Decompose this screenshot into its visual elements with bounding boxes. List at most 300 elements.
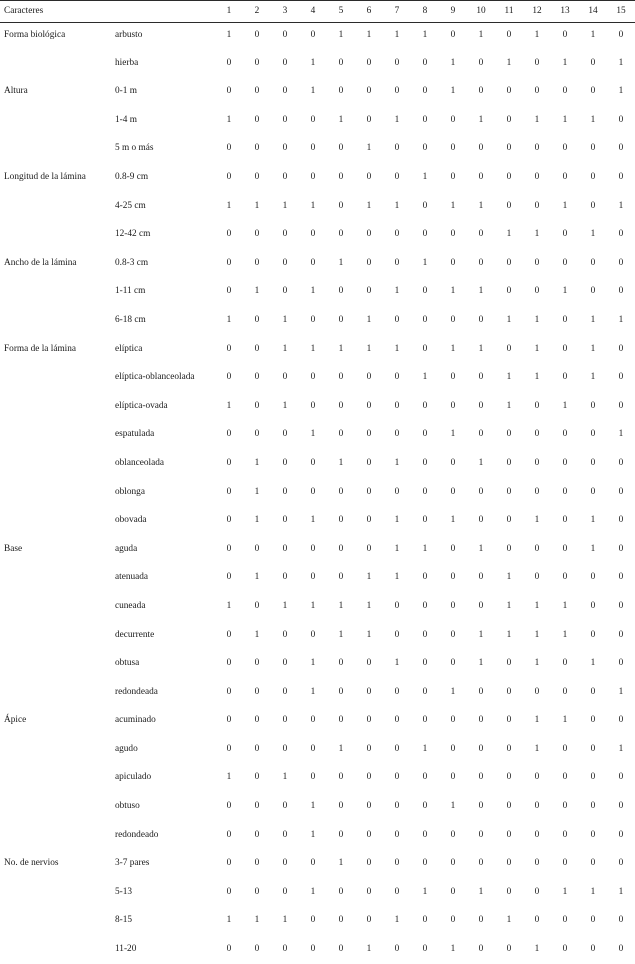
matrix-cell: 0 (467, 306, 495, 335)
matrix-cell: 0 (411, 478, 439, 507)
matrix-cell: 0 (607, 163, 635, 192)
matrix-cell: 0 (383, 135, 411, 164)
character-group-label (0, 421, 115, 450)
character-state-label: aguda (115, 535, 215, 564)
matrix-cell: 1 (383, 106, 411, 135)
matrix-cell: 1 (579, 23, 607, 50)
matrix-cell: 1 (355, 23, 383, 50)
matrix-cell: 1 (383, 335, 411, 364)
matrix-cell: 0 (215, 535, 243, 564)
matrix-cell: 0 (215, 421, 243, 450)
matrix-cell: 0 (439, 221, 467, 250)
table-row (0, 792, 635, 821)
matrix-cell: 1 (271, 306, 299, 335)
header-col-5: 5 (327, 1, 355, 23)
matrix-cell: 0 (355, 421, 383, 450)
matrix-cell: 0 (467, 707, 495, 736)
character-group-label (0, 478, 115, 507)
table-row (0, 23, 635, 50)
table-row (0, 907, 635, 936)
matrix-cell: 0 (215, 449, 243, 478)
matrix-cell: 1 (579, 535, 607, 564)
matrix-cell: 0 (383, 878, 411, 907)
matrix-cell: 0 (411, 49, 439, 78)
matrix-cell: 0 (607, 821, 635, 850)
character-state-label: elíptica-ovada (115, 392, 215, 421)
table-row (0, 649, 635, 678)
matrix-cell: 0 (439, 478, 467, 507)
matrix-cell: 0 (551, 478, 579, 507)
matrix-cell: 0 (243, 592, 271, 621)
matrix-cell: 1 (551, 621, 579, 650)
header-col-2: 2 (243, 1, 271, 23)
table-row (0, 335, 635, 364)
matrix-cell: 0 (271, 649, 299, 678)
character-state-label: 4-25 cm (115, 192, 215, 221)
matrix-cell: 0 (271, 535, 299, 564)
matrix-cell: 1 (467, 621, 495, 650)
matrix-cell: 0 (607, 392, 635, 421)
matrix-cell: 1 (495, 592, 523, 621)
table-row (0, 592, 635, 621)
matrix-cell: 0 (299, 364, 327, 393)
matrix-cell: 1 (551, 106, 579, 135)
matrix-cell: 1 (523, 507, 551, 536)
matrix-cell: 0 (243, 49, 271, 78)
matrix-cell: 0 (523, 249, 551, 278)
matrix-cell: 0 (271, 564, 299, 593)
matrix-cell: 0 (215, 621, 243, 650)
matrix-cell: 0 (411, 335, 439, 364)
matrix-cell: 1 (383, 23, 411, 50)
matrix-cell: 0 (383, 592, 411, 621)
matrix-cell: 0 (495, 135, 523, 164)
matrix-cell: 0 (411, 935, 439, 964)
matrix-cell: 0 (607, 23, 635, 50)
table-row (0, 449, 635, 478)
matrix-cell: 0 (607, 707, 635, 736)
matrix-cell: 1 (579, 335, 607, 364)
matrix-cell: 0 (439, 764, 467, 793)
matrix-cell: 1 (495, 49, 523, 78)
matrix-cell: 0 (327, 792, 355, 821)
matrix-cell: 1 (271, 907, 299, 936)
character-group-label: Forma biológica (0, 23, 115, 50)
matrix-cell: 0 (215, 507, 243, 536)
table-row (0, 392, 635, 421)
matrix-cell: 0 (383, 49, 411, 78)
matrix-cell: 1 (439, 278, 467, 307)
matrix-cell: 0 (579, 49, 607, 78)
matrix-cell: 0 (411, 421, 439, 450)
matrix-cell: 0 (607, 507, 635, 536)
character-group-label: Ancho de la lámina (0, 249, 115, 278)
matrix-cell: 0 (271, 221, 299, 250)
matrix-cell: 0 (523, 421, 551, 450)
matrix-cell: 0 (523, 163, 551, 192)
character-group-label (0, 678, 115, 707)
matrix-cell: 0 (327, 192, 355, 221)
matrix-cell: 0 (523, 135, 551, 164)
matrix-cell: 0 (243, 707, 271, 736)
matrix-cell: 0 (579, 78, 607, 107)
header-col-12: 12 (523, 1, 551, 23)
matrix-cell: 0 (495, 707, 523, 736)
character-state-label: acuminado (115, 707, 215, 736)
matrix-cell: 0 (579, 249, 607, 278)
matrix-cell: 0 (327, 163, 355, 192)
character-state-label: 6-18 cm (115, 306, 215, 335)
matrix-cell: 1 (383, 564, 411, 593)
character-group-label: Forma de la lámina (0, 335, 115, 364)
matrix-cell: 0 (327, 564, 355, 593)
matrix-cell: 1 (299, 192, 327, 221)
table-row (0, 535, 635, 564)
matrix-cell: 0 (355, 478, 383, 507)
matrix-cell: 0 (523, 678, 551, 707)
table-row (0, 850, 635, 879)
matrix-cell: 1 (299, 78, 327, 107)
table-row (0, 306, 635, 335)
matrix-cell: 0 (271, 249, 299, 278)
matrix-cell: 0 (215, 478, 243, 507)
matrix-cell: 0 (215, 935, 243, 964)
matrix-cell: 1 (327, 735, 355, 764)
matrix-cell: 0 (495, 764, 523, 793)
matrix-cell: 0 (355, 364, 383, 393)
character-state-label: elíptica-oblanceolada (115, 364, 215, 393)
matrix-cell: 1 (327, 621, 355, 650)
matrix-cell: 0 (495, 535, 523, 564)
character-state-label: 11-20 (115, 935, 215, 964)
header-caracteres: Caracteres (0, 1, 115, 23)
matrix-cell: 0 (299, 249, 327, 278)
matrix-cell: 1 (607, 192, 635, 221)
matrix-cell: 0 (523, 49, 551, 78)
table-header (0, 1, 635, 23)
header-col-1: 1 (215, 1, 243, 23)
matrix-cell: 0 (355, 792, 383, 821)
character-group-label (0, 878, 115, 907)
matrix-cell: 1 (551, 49, 579, 78)
character-group-label (0, 649, 115, 678)
matrix-cell: 0 (355, 78, 383, 107)
matrix-cell: 1 (523, 935, 551, 964)
character-state-label: redondeada (115, 678, 215, 707)
matrix-cell: 0 (299, 135, 327, 164)
table-row (0, 192, 635, 221)
matrix-cell: 0 (607, 764, 635, 793)
matrix-cell: 0 (299, 106, 327, 135)
matrix-cell: 0 (355, 535, 383, 564)
character-group-label (0, 392, 115, 421)
matrix-cell: 1 (215, 23, 243, 50)
matrix-cell: 0 (243, 335, 271, 364)
matrix-cell: 0 (551, 249, 579, 278)
matrix-cell: 0 (439, 135, 467, 164)
matrix-cell: 0 (551, 78, 579, 107)
matrix-cell: 0 (327, 535, 355, 564)
matrix-cell: 0 (215, 78, 243, 107)
matrix-cell: 1 (551, 707, 579, 736)
matrix-cell: 1 (607, 678, 635, 707)
matrix-cell: 1 (327, 449, 355, 478)
matrix-cell: 0 (579, 792, 607, 821)
matrix-cell: 0 (607, 850, 635, 879)
matrix-cell: 1 (243, 192, 271, 221)
matrix-cell: 0 (579, 707, 607, 736)
matrix-cell: 0 (271, 449, 299, 478)
matrix-cell: 0 (439, 392, 467, 421)
matrix-cell: 0 (243, 678, 271, 707)
matrix-cell: 0 (215, 163, 243, 192)
matrix-cell: 0 (271, 478, 299, 507)
matrix-cell: 1 (495, 564, 523, 593)
matrix-cell: 0 (439, 821, 467, 850)
matrix-cell: 0 (579, 135, 607, 164)
matrix-cell: 0 (523, 564, 551, 593)
character-state-label: agudo (115, 735, 215, 764)
matrix-cell: 0 (551, 735, 579, 764)
matrix-cell: 1 (523, 735, 551, 764)
matrix-cell: 1 (215, 106, 243, 135)
matrix-cell: 0 (579, 850, 607, 879)
character-group-label (0, 449, 115, 478)
matrix-cell: 1 (355, 192, 383, 221)
matrix-cell: 0 (383, 221, 411, 250)
matrix-cell: 0 (467, 792, 495, 821)
matrix-cell: 0 (579, 478, 607, 507)
matrix-cell: 1 (607, 49, 635, 78)
matrix-cell: 1 (523, 106, 551, 135)
matrix-cell: 0 (271, 935, 299, 964)
matrix-cell: 0 (355, 878, 383, 907)
matrix-cell: 0 (355, 221, 383, 250)
matrix-cell: 0 (271, 135, 299, 164)
matrix-cell: 1 (523, 649, 551, 678)
matrix-cell: 0 (495, 335, 523, 364)
matrix-cell: 0 (355, 163, 383, 192)
matrix-cell: 0 (579, 907, 607, 936)
matrix-cell: 0 (271, 421, 299, 450)
matrix-cell: 0 (299, 564, 327, 593)
matrix-cell: 1 (551, 192, 579, 221)
matrix-cell: 1 (467, 106, 495, 135)
matrix-cell: 0 (215, 221, 243, 250)
character-state-label: hierba (115, 49, 215, 78)
character-group-label (0, 221, 115, 250)
matrix-cell: 1 (215, 764, 243, 793)
matrix-cell: 0 (243, 792, 271, 821)
matrix-cell: 0 (327, 49, 355, 78)
header-col-13: 13 (551, 1, 579, 23)
character-state-label: cuneada (115, 592, 215, 621)
matrix-cell: 1 (215, 392, 243, 421)
matrix-cell: 0 (327, 764, 355, 793)
matrix-cell: 0 (215, 49, 243, 78)
matrix-cell: 0 (495, 78, 523, 107)
matrix-cell: 0 (551, 135, 579, 164)
character-group-label: Altura (0, 78, 115, 107)
matrix-cell: 1 (355, 306, 383, 335)
matrix-cell: 0 (243, 135, 271, 164)
matrix-cell: 0 (551, 335, 579, 364)
character-state-label: atenuada (115, 564, 215, 593)
table-header-row (0, 1, 635, 23)
matrix-cell: 0 (551, 850, 579, 879)
matrix-cell: 0 (467, 507, 495, 536)
header-col-7: 7 (383, 1, 411, 23)
matrix-cell: 0 (271, 23, 299, 50)
character-state-label: 3-7 pares (115, 850, 215, 879)
matrix-cell: 1 (215, 907, 243, 936)
matrix-cell: 1 (383, 192, 411, 221)
character-group-label (0, 192, 115, 221)
table-row (0, 364, 635, 393)
matrix-cell: 0 (355, 392, 383, 421)
matrix-cell: 1 (495, 221, 523, 250)
character-state-label: 0.8-3 cm (115, 249, 215, 278)
matrix-cell: 0 (607, 649, 635, 678)
matrix-cell: 0 (467, 564, 495, 593)
matrix-cell: 1 (579, 221, 607, 250)
matrix-cell: 0 (271, 707, 299, 736)
matrix-cell: 0 (243, 306, 271, 335)
matrix-cell: 1 (607, 421, 635, 450)
matrix-cell: 0 (299, 163, 327, 192)
matrix-cell: 0 (243, 935, 271, 964)
matrix-cell: 0 (579, 935, 607, 964)
matrix-cell: 0 (327, 421, 355, 450)
matrix-cell: 0 (355, 821, 383, 850)
matrix-cell: 0 (551, 907, 579, 936)
matrix-cell: 0 (439, 535, 467, 564)
matrix-cell: 0 (299, 621, 327, 650)
table-row (0, 678, 635, 707)
matrix-cell: 1 (355, 592, 383, 621)
table-row (0, 135, 635, 164)
matrix-cell: 1 (467, 335, 495, 364)
matrix-cell: 0 (271, 278, 299, 307)
matrix-cell: 0 (299, 449, 327, 478)
matrix-cell: 0 (495, 449, 523, 478)
matrix-cell: 0 (327, 507, 355, 536)
matrix-cell: 0 (383, 735, 411, 764)
matrix-cell: 1 (523, 306, 551, 335)
matrix-cell: 1 (579, 364, 607, 393)
matrix-cell: 1 (439, 678, 467, 707)
matrix-cell: 0 (411, 78, 439, 107)
matrix-cell: 1 (243, 449, 271, 478)
matrix-cell: 0 (355, 850, 383, 879)
matrix-cell: 1 (411, 249, 439, 278)
character-group-label (0, 764, 115, 793)
matrix-cell: 0 (327, 678, 355, 707)
matrix-cell: 0 (411, 907, 439, 936)
matrix-cell: 0 (215, 707, 243, 736)
matrix-cell: 0 (355, 678, 383, 707)
matrix-cell: 0 (383, 478, 411, 507)
matrix-cell: 0 (355, 764, 383, 793)
matrix-cell: 0 (271, 850, 299, 879)
matrix-cell: 0 (355, 49, 383, 78)
matrix-cell: 0 (551, 792, 579, 821)
matrix-cell: 0 (551, 821, 579, 850)
matrix-cell: 1 (327, 106, 355, 135)
matrix-cell: 1 (439, 49, 467, 78)
matrix-cell: 0 (495, 106, 523, 135)
matrix-cell: 1 (411, 535, 439, 564)
character-group-label (0, 49, 115, 78)
matrix-cell: 0 (439, 907, 467, 936)
matrix-cell: 0 (411, 821, 439, 850)
character-group-label (0, 621, 115, 650)
matrix-cell: 0 (383, 935, 411, 964)
matrix-cell: 1 (299, 507, 327, 536)
matrix-cell: 0 (299, 935, 327, 964)
matrix-cell: 0 (243, 535, 271, 564)
matrix-cell: 0 (467, 392, 495, 421)
matrix-cell: 0 (523, 192, 551, 221)
matrix-cell: 0 (523, 478, 551, 507)
matrix-cell: 0 (355, 106, 383, 135)
matrix-cell: 0 (215, 735, 243, 764)
character-state-label: 1-4 m (115, 106, 215, 135)
character-state-label: oblanceolada (115, 449, 215, 478)
matrix-cell: 1 (523, 621, 551, 650)
matrix-cell: 0 (579, 278, 607, 307)
table-body (0, 23, 635, 964)
matrix-cell: 1 (271, 592, 299, 621)
matrix-cell: 0 (243, 821, 271, 850)
matrix-cell: 0 (467, 907, 495, 936)
matrix-cell: 0 (243, 850, 271, 879)
matrix-cell: 1 (243, 278, 271, 307)
matrix-cell: 0 (299, 221, 327, 250)
matrix-cell: 1 (243, 621, 271, 650)
table-row (0, 106, 635, 135)
matrix-cell: 0 (327, 78, 355, 107)
matrix-cell: 0 (495, 878, 523, 907)
matrix-cell: 0 (327, 907, 355, 936)
matrix-cell: 1 (411, 878, 439, 907)
matrix-cell: 1 (355, 621, 383, 650)
matrix-cell: 1 (383, 535, 411, 564)
table-row (0, 878, 635, 907)
matrix-cell: 0 (607, 221, 635, 250)
matrix-cell: 0 (215, 564, 243, 593)
matrix-cell: 0 (439, 850, 467, 879)
header-col-3: 3 (271, 1, 299, 23)
header-col-8: 8 (411, 1, 439, 23)
matrix-cell: 0 (299, 478, 327, 507)
matrix-cell: 0 (607, 792, 635, 821)
matrix-cell: 0 (495, 249, 523, 278)
matrix-cell: 0 (243, 163, 271, 192)
matrix-cell: 0 (383, 163, 411, 192)
matrix-cell: 0 (411, 278, 439, 307)
header-col-4: 4 (299, 1, 327, 23)
matrix-cell: 0 (495, 192, 523, 221)
matrix-cell: 1 (271, 192, 299, 221)
matrix-cell: 0 (551, 649, 579, 678)
matrix-cell: 1 (383, 649, 411, 678)
matrix-cell: 1 (299, 592, 327, 621)
matrix-cell: 0 (579, 392, 607, 421)
matrix-cell: 1 (299, 878, 327, 907)
matrix-cell: 1 (551, 392, 579, 421)
matrix-cell: 0 (215, 649, 243, 678)
